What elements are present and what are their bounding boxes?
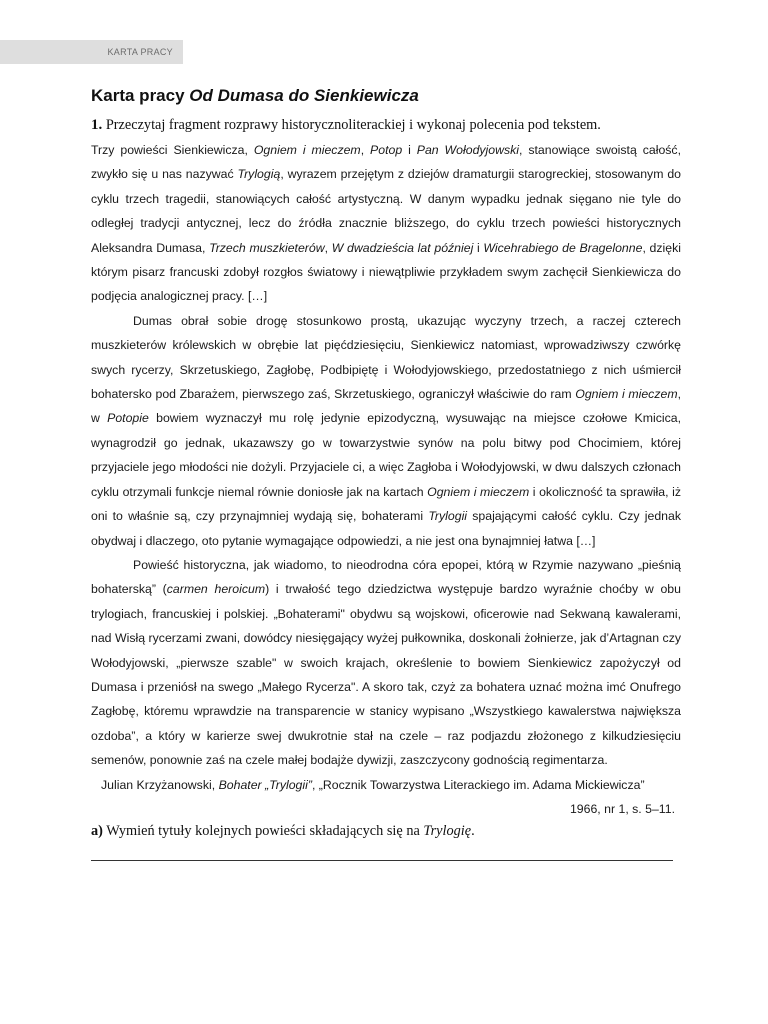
task-a-letter: a) [91,823,103,840]
text-run: , dzięki którym pisarz francuski zdobył rozgłos światowy i niewątpliwie przykładem swym zachęcił Sienkiewicza do podjęcia analogicznej pracy. […] [91,240,681,304]
text-run: i [473,240,484,255]
paragraph-1 [91,138,681,309]
page-title: Karta pracy Od Dumasa do Sienkiewicza [91,86,419,105]
italic-title: Ogniem i mieczem [575,387,678,402]
italic-title: Potopie [107,411,149,426]
italic-title: Ogniem i mieczem [253,143,361,157]
citation-details: 1966, nr 1, s. 5–11. [569,801,675,816]
task-1-instruction [91,117,681,134]
task-number: 1. [91,117,103,133]
text-run: Trzy powieści Sienkiewicza, [91,143,254,157]
italic-title: Ogniem i mieczem [427,484,530,499]
source-citation [91,773,681,822]
text-run: Powieść historyczna, jak wiadomo, to nieodrodna córa epopei, którą w Rzymie nazywano „pieśnią bohaterską” ( [91,557,681,597]
header-tab [0,40,183,64]
italic-title: W dwadzieścia lat później [331,240,474,255]
text-run: , [360,143,371,157]
italic-title: Wicehrabiego de Bragelonne [483,240,643,255]
text-run: bowiem wyznaczył mu rolę jedynie epizodyczną, wysuwając na miejsce czołowe Kmicica, wynagrodził go jednak, ukazawszy go w towarzystwie synów na polu bitwy pod Chocimiem, której przyjaciele jego młodości nie dożyli. Przyjaciele ci, a więc Zagłoba i Wołodyjowski, w dwu dalszych członach cyklu otrzymali funkcje niemal równie doniosłe jak na kartach [91,411,681,499]
answer-line[interactable] [91,860,673,861]
text-run: , wyrazem przejętym z dziejów dramaturgii starogreckiej, stosowanym do cyklu trzech tragedii, stanowiących całość artystyczną. W danym wypadku jednak sięgano nie tyle do odległej tradycji antycznej, lecz do źródła znacznie bliższego, do cyklu trzech powieści historycznych Aleksandra Dumasa, [91,167,681,255]
worksheet-page [91,86,681,861]
italic-title: Pan Wołodyjowski [416,143,520,157]
header-tab-label: KARTA PRACY [107,47,173,57]
excerpt-text [91,138,681,773]
text-run: i [402,143,417,157]
italic-title: carmen heroicum [166,582,266,597]
italic-title: Trzech muszkieterów [209,240,325,255]
text-run: , stanowiące swoistą całość, zwykło się u nas nazywać [91,143,681,182]
paragraph-2 [91,309,681,553]
text-run: ) i trwałość tego dziedzictwa występuje bardzo wyraźnie choćby w obu trylogiach, francuskiej i polskiej. „Bohaterami" obydwu są wojskowi, oficerowie nad Sekwaną kawalerami, nad Wisłą rycerzami zwani, dowódcy niesięgający wyżej pułkownika, doskonali żołnierze, jak d’Artagnan czy Wołodyjowski, „pierwsze szable" w swoich krajach, określenie to bowiem Sienkiewicz zapożyczył od Dumasa i przeniósł na swego „Małego Rycerza". A skoro tak, czyż za bohatera uznać można imć Onufrego Zagłobę, któremu wprawdzie na transparencie w stanicy wypisano „Wszystkiego kawalerstwa największa ozdoba”, a który w karierze swej dwukrotnie stał na czele – raz podjazdu złożonego z kilkudziesięciu semenów, ponownie zaś na czele małej bodajże dywizji, zaszczycony godnością regimentarza. [91,582,681,768]
citation-line: Julian Krzyżanowski, Bohater „Trylogii”, „Rocznik Towarzystwa Literackiego im. Adama Mickiewicza” [101,777,645,792]
text-run: , w [91,387,681,426]
task-instruction: Przeczytaj fragment rozprawy historycznoliterackiej i wykonaj polecenia pod tekstem. [105,117,601,133]
task-a-instruction: a) Wymień tytuły kolejnych powieści składających się na Trylogię. [91,823,475,840]
italic-title: Potop [370,143,403,157]
paragraph-3 [91,553,681,773]
text-run: i okoliczność ta sprawiła, iż oni to właśnie są, czy przynajmniej wydają się, bohaterami [91,484,681,524]
text-run: , [324,240,332,255]
text-run: Dumas obrał sobie drogę stosunkowo prostą, ukazując wyczyny trzech, a raczej czterech muszkieterów królewskich w obrębie lat pięćdziesięciu, Sienkiewicz natomiast, wprowadziwszy czwórkę swych rycerzy, Skrzetuskiego, Zagłobę, Podbipiętę i Wołodyjowskiego, przedostatniego z nich uśmiercił bohatersko pod Zbarażem, pierwszego zaś, Skrzetuskiego, ograniczył właściwie do ram [91,313,681,402]
text-run: spajającymi całość cyklu. Czy jednak obydwaj i dlaczego, oto pytanie wymagające odpowiedzi, a nie jest ona bynajmniej łatwa […] [91,509,682,548]
italic-title: Trylogią [237,167,281,182]
italic-title: Trylogii [428,509,468,524]
